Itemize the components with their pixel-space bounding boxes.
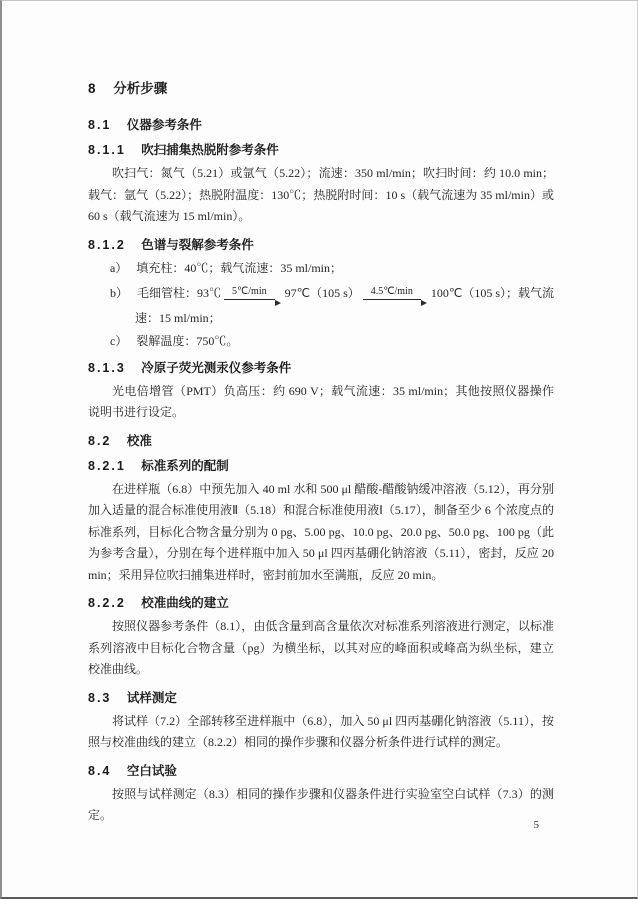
section-heading-8-1 xyxy=(88,118,554,133)
list-item-marker: a） xyxy=(110,260,128,275)
section-title: 试样测定 xyxy=(126,690,177,705)
section-number: 8.2.1 xyxy=(88,458,126,473)
section-title: 标准系列的配制 xyxy=(141,458,229,473)
conditions-list-8-1-2 xyxy=(88,258,554,351)
section-heading-8-2-2 xyxy=(88,596,554,611)
paragraph-8-1-1: 吹扫气：氮气（5.21）或氩气（5.22）；流速：350 ml/min；吹扫时间：约 10.0 min；载气：氩气（5.22）；热脱附温度：130℃；热脱附时间：10 s（载气流速为 35 ml/min）或 60 s（载气流速为 15 ml/min）。 xyxy=(88,166,554,223)
ramp-rate-label: 4.5℃/min xyxy=(363,286,421,300)
section-title: 色谱与裂解参考条件 xyxy=(141,237,254,252)
section-number: 8.1.1 xyxy=(88,143,126,157)
paragraph-8-4: 按照与试样测定（8.3）相同的操作步骤和仪器条件进行实验室空白试样（7.3）的测定。 xyxy=(88,786,554,822)
ramp-rate-arrow-1 xyxy=(224,278,275,303)
section-heading-8-2 xyxy=(88,434,554,449)
ramp-rate-arrow-2 xyxy=(363,278,421,303)
paragraph-8-3: 将试样（7.2）全部转移至进样瓶中（6.8），加入 50 μl 四丙基硼化钠溶液（5.11），按照与校准曲线的建立（8.2.2）相同的操作步骤和仪器分析条件进行试样的测定。 xyxy=(88,713,554,749)
section-number: 8.1.3 xyxy=(88,360,126,375)
list-item-b xyxy=(88,278,554,331)
section-number: 8.2 xyxy=(88,433,112,448)
temperature-program-mid: 97℃（105 s） xyxy=(284,285,360,300)
section-heading-8-4 xyxy=(88,764,554,779)
list-item-text: 裂解温度：750℃。 xyxy=(136,333,239,348)
section-heading-8-3 xyxy=(88,691,554,706)
section-title: 校准 xyxy=(126,433,152,448)
section-heading-8-2-1 xyxy=(88,459,554,474)
section-number: 8.4 xyxy=(88,763,112,778)
temperature-program-end: 100℃（105 s）；载气流速：15 ml/min； xyxy=(135,285,554,325)
section-number: 8 xyxy=(88,81,98,96)
page-content xyxy=(88,81,554,827)
section-number: 8.2.2 xyxy=(88,596,126,610)
section-title: 空白试验 xyxy=(126,763,177,778)
paragraph-8-2-2: 按照仪器参考条件（8.1），由低含量到高含量依次对标准系列溶液进行测定，以标准系列溶液中目标化合物含量（pg）为横坐标，以其对应的峰面积或峰高为纵坐标，建立校准曲线。 xyxy=(88,619,554,676)
list-item-c xyxy=(88,331,554,351)
list-item-marker: c） xyxy=(110,333,128,348)
list-item-text: 填充柱：40℃；载气流速：35 ml/min； xyxy=(136,260,342,275)
section-title: 吹扫捕集热脱附参考条件 xyxy=(141,143,279,157)
temperature-program-start: 毛细管柱：93℃ xyxy=(137,285,222,300)
section-heading-8-1-3 xyxy=(88,361,554,376)
section-number: 8.3 xyxy=(88,690,112,705)
section-heading-8-1-2 xyxy=(88,238,554,253)
section-number: 8.1.2 xyxy=(88,237,126,252)
list-item-marker: b） xyxy=(110,285,129,300)
paragraph-8-2-1: 在进样瓶（6.8）中预先加入 40 ml 水和 500 μl 醋酸-醋酸钠缓冲溶液（5.12），再分别加入适量的混合标准使用液Ⅱ（5.18）和混合标准使用液Ⅰ（5.17），制备至少 6 个浓度点的标准系列，目标化合物含量分别为 0 pg、5.00 pg、10.0 pg、20.0 pg、50.0 pg、100 pg（此为参考含量），分别在每个进样瓶中加入 50 μl 四丙基硼化钠溶液（5.11），密封，反应 20 min；采用异位吹扫捕集进样时，密封前加水至满瓶，反应 20 min。 xyxy=(88,481,554,582)
paragraph-8-1-3: 光电倍增管（PMT）负高压：约 690 V；载气流速：35 ml/min；其他按照仪器操作说明书进行设定。 xyxy=(88,383,554,419)
section-title: 仪器参考条件 xyxy=(126,118,202,132)
page-number: 5 xyxy=(533,819,539,831)
section-title: 冷原子荧光测汞仪参考条件 xyxy=(141,360,292,375)
section-heading-8-1-1 xyxy=(88,143,554,158)
section-title: 分析步骤 xyxy=(113,81,168,96)
list-item-a xyxy=(88,258,554,278)
ramp-rate-label: 5℃/min xyxy=(224,286,275,300)
section-title: 校准曲线的建立 xyxy=(141,596,229,610)
section-number: 8.1 xyxy=(88,118,112,132)
section-heading-8 xyxy=(88,81,554,96)
